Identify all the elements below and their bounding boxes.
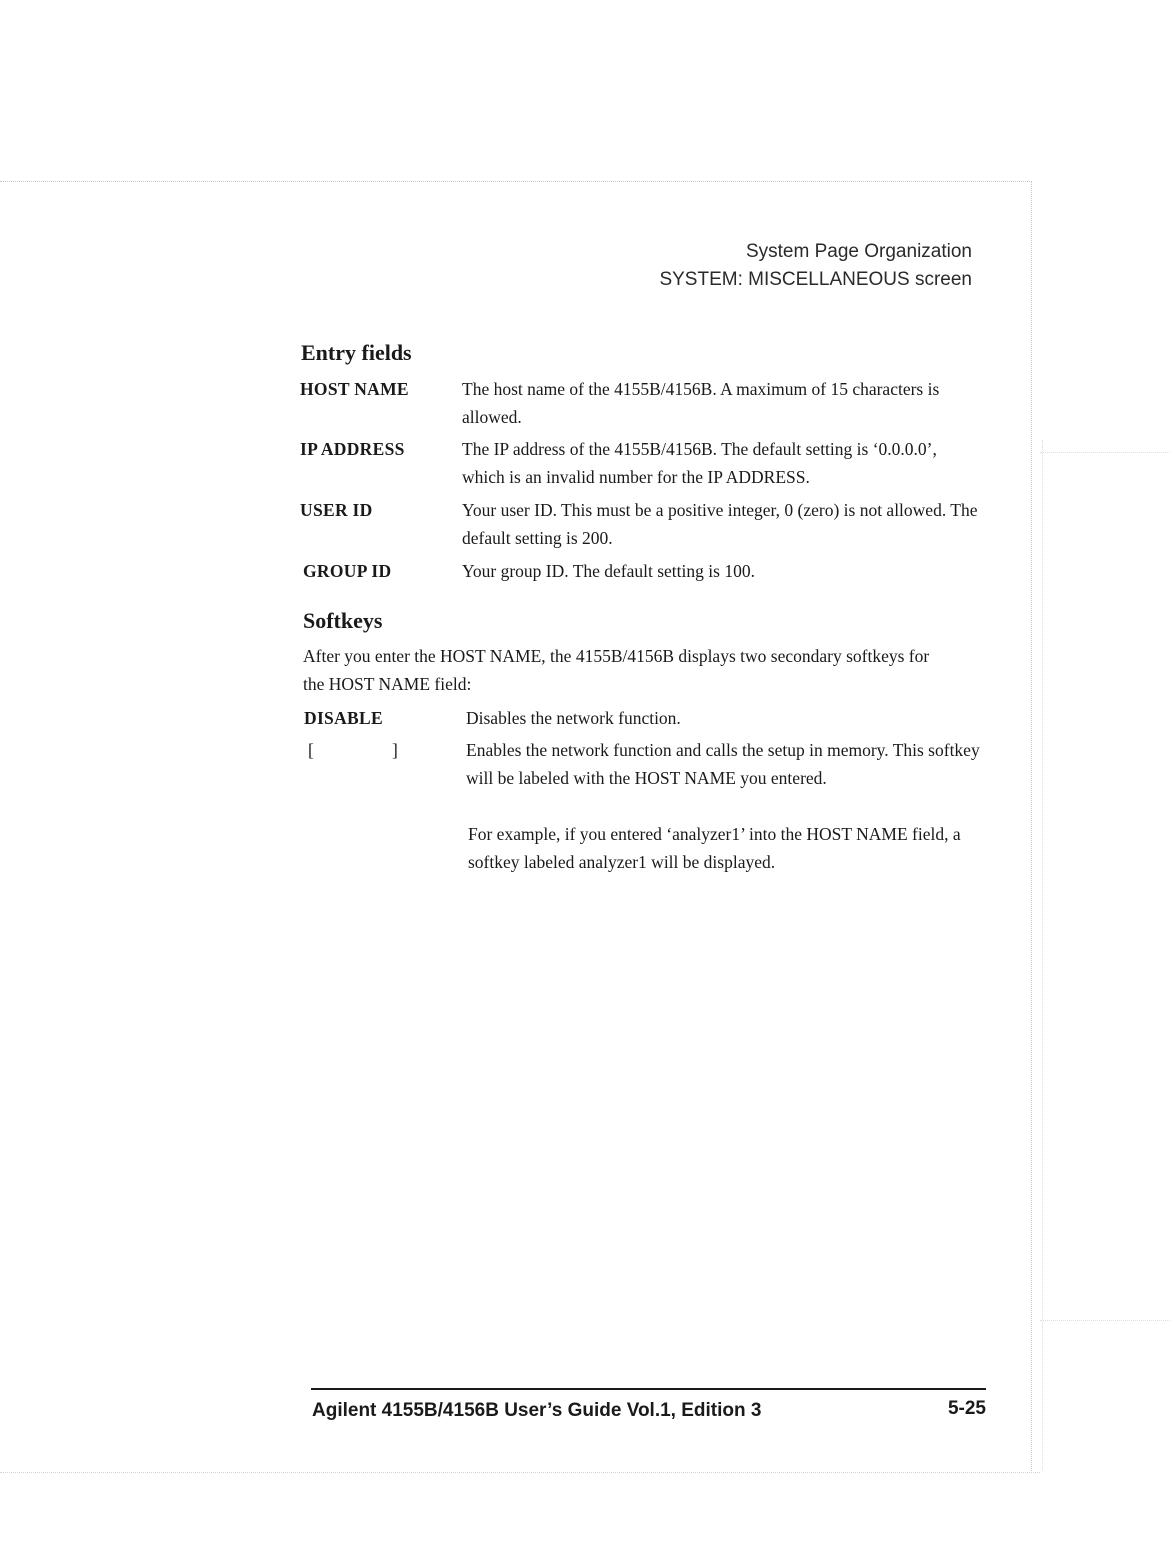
- scan-border-right: [1031, 181, 1032, 1471]
- bracket-close: ]: [392, 740, 399, 760]
- running-header: [659, 238, 972, 294]
- entry-description: Your user ID. This must be a positive integer, 0 (zero) is not allowed. The default setting is 200.: [462, 500, 978, 548]
- softkey-example: For example, if you entered ‘analyzer1’ into the HOST NAME field, a softkey labeled analyzer1 will be displayed.: [468, 824, 961, 872]
- softkeys-intro: After you enter the HOST NAME, the 4155B/4156B displays two secondary softkeys for the HOST NAME field:: [303, 646, 930, 694]
- entry-ip-address: [300, 435, 990, 495]
- page-number: 5-25: [947, 1398, 986, 1419]
- softkey-term: DISABLE: [304, 708, 383, 728]
- scan-border-top: [0, 181, 1030, 182]
- entry-host-name: [300, 375, 990, 435]
- entry-term: GROUP ID: [303, 561, 392, 581]
- entry-description: The IP address of the 4155B/4156B. The default setting is ‘0.0.0.0’, which is an invalid number for the IP ADDRESS.: [462, 439, 937, 487]
- softkey-description: Disables the network function.: [466, 708, 681, 728]
- scan-border-right-outer: [1042, 440, 1043, 1470]
- scan-mark: [1040, 1320, 1170, 1321]
- entry-description: The host name of the 4155B/4156B. A maximum of 15 characters is allowed.: [462, 379, 940, 427]
- entry-group-id: [300, 557, 990, 587]
- entry-term: HOST NAME: [300, 379, 409, 399]
- softkey-disable: [304, 704, 994, 734]
- softkeys-heading: Softkeys: [303, 608, 383, 633]
- footer-title: Agilent 4155B/4156B User’s Guide Vol.1, Edition 3: [312, 1400, 762, 1421]
- entry-term: USER ID: [300, 500, 373, 520]
- entry-user-id: [300, 496, 990, 556]
- bracket-open: [: [308, 740, 315, 760]
- softkey-description: Enables the network function and calls the setup in memory. This softkey will be labeled with the HOST NAME you entered.: [466, 740, 980, 788]
- entry-fields-heading: Entry fields: [301, 340, 412, 365]
- scan-mark: [1040, 452, 1170, 453]
- footer-rule: [311, 1388, 986, 1390]
- entry-description: Your group ID. The default setting is 100.: [462, 561, 755, 581]
- scan-border-bottom: [0, 1472, 1040, 1473]
- entry-term: IP ADDRESS: [300, 439, 405, 459]
- header-chapter: System Page Organization: [745, 241, 972, 262]
- softkey-host-name: [304, 736, 994, 826]
- header-section: SYSTEM: MISCELLANEOUS screen: [659, 269, 972, 290]
